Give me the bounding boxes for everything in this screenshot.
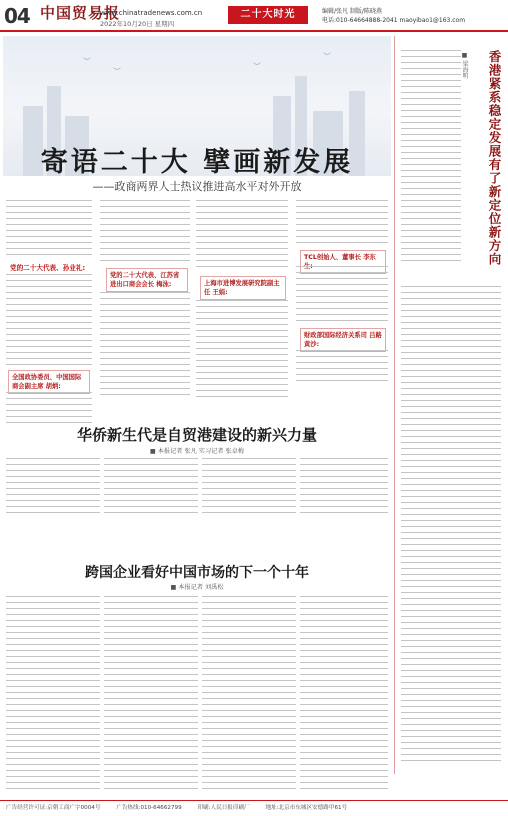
- article-column-3: [196, 200, 288, 272]
- website[interactable]: www.chinatradenews.com.cn: [100, 9, 203, 17]
- article-column-4: [296, 200, 388, 248]
- subhead-1: 党的二十大代表、孙业礼:: [10, 264, 86, 272]
- right-author: ■ 梁海明: [461, 52, 468, 79]
- page-header: [0, 0, 508, 32]
- section2-col-4: [300, 458, 388, 518]
- section3-byline: ■ 本报记者 刘禹松: [170, 584, 224, 591]
- right-column-text-bottom: [401, 286, 501, 766]
- section2-col-3: [202, 458, 296, 518]
- contact-line: 电话:010-64664888-2041 maoyibao1@163.com: [322, 17, 466, 24]
- issue-date: 2022年10月20日 星期四: [100, 20, 175, 28]
- right-column-text-top: [401, 50, 461, 280]
- subhead-5: TCL创始人、董事长 李东: [300, 250, 386, 274]
- footer-ad-hotline: 广告热线:010-64662799: [116, 805, 182, 811]
- page-number: 04: [4, 4, 30, 28]
- article-column-3b: [196, 300, 288, 402]
- footer-printer: 印刷:人民日报印刷厂: [197, 805, 250, 811]
- article-column-1c: [6, 392, 92, 428]
- article-column-1b: [6, 274, 92, 370]
- article-column-2b: [100, 292, 190, 400]
- page-footer: [0, 800, 508, 816]
- lead-photo: ︶ ︶ ︶ ︶: [3, 36, 391, 176]
- section3-col-2: [104, 596, 198, 794]
- article-column-1: [6, 200, 92, 260]
- section3-col-1: [6, 596, 100, 794]
- article-column-4c: [296, 350, 388, 386]
- subhead-6: 财政部国际经济关系司 吕路 黄沙:: [300, 328, 386, 352]
- subhead-3: 上海市进博发展研究院副主任 王娟:: [200, 276, 286, 300]
- section2-headline: 华侨新生代是自贸港建设的新兴力量: [76, 426, 317, 444]
- section2-col-2: [104, 458, 198, 518]
- newspaper-logo: 中国贸易报: [40, 4, 121, 22]
- header-divider: [0, 30, 508, 32]
- editor-line: 编辑/张凡 制版/陈晓燕: [322, 8, 382, 15]
- article-column-4b: [296, 266, 388, 326]
- subhead-2: 党的二十大代表、江苏省进出口商会会长 梅泳:: [106, 268, 188, 292]
- section-title: 二十大时光: [228, 6, 308, 24]
- section3-headline: 跨国企业看好中国市场的下一个十年: [85, 565, 309, 581]
- right-headline: 香港紧系稳定发展有了新定位新方向: [487, 50, 502, 266]
- subhead-4: 全国政协委员、中国国际商会副主席 胡炳:: [8, 370, 90, 394]
- right-column: [394, 36, 504, 774]
- article-column-2: [100, 200, 190, 266]
- section2-byline: ■ 本报记者 张凡 实习记者 张卓梅: [149, 448, 245, 455]
- footer-license: 广告经营许可证:京朝工商广字0004号: [6, 805, 101, 811]
- section3-col-4: [300, 596, 388, 794]
- section2-col-1: [6, 458, 100, 518]
- main-headline: 寄语二十大 擘画新发展: [40, 147, 354, 178]
- section3-col-3: [202, 596, 296, 794]
- main-subheadline: ——政商两界人士热议推进高水平对外开放: [92, 180, 302, 193]
- editor-info: [322, 7, 465, 25]
- footer-address: 地址:北京市东城区安德路甲61号: [265, 805, 348, 811]
